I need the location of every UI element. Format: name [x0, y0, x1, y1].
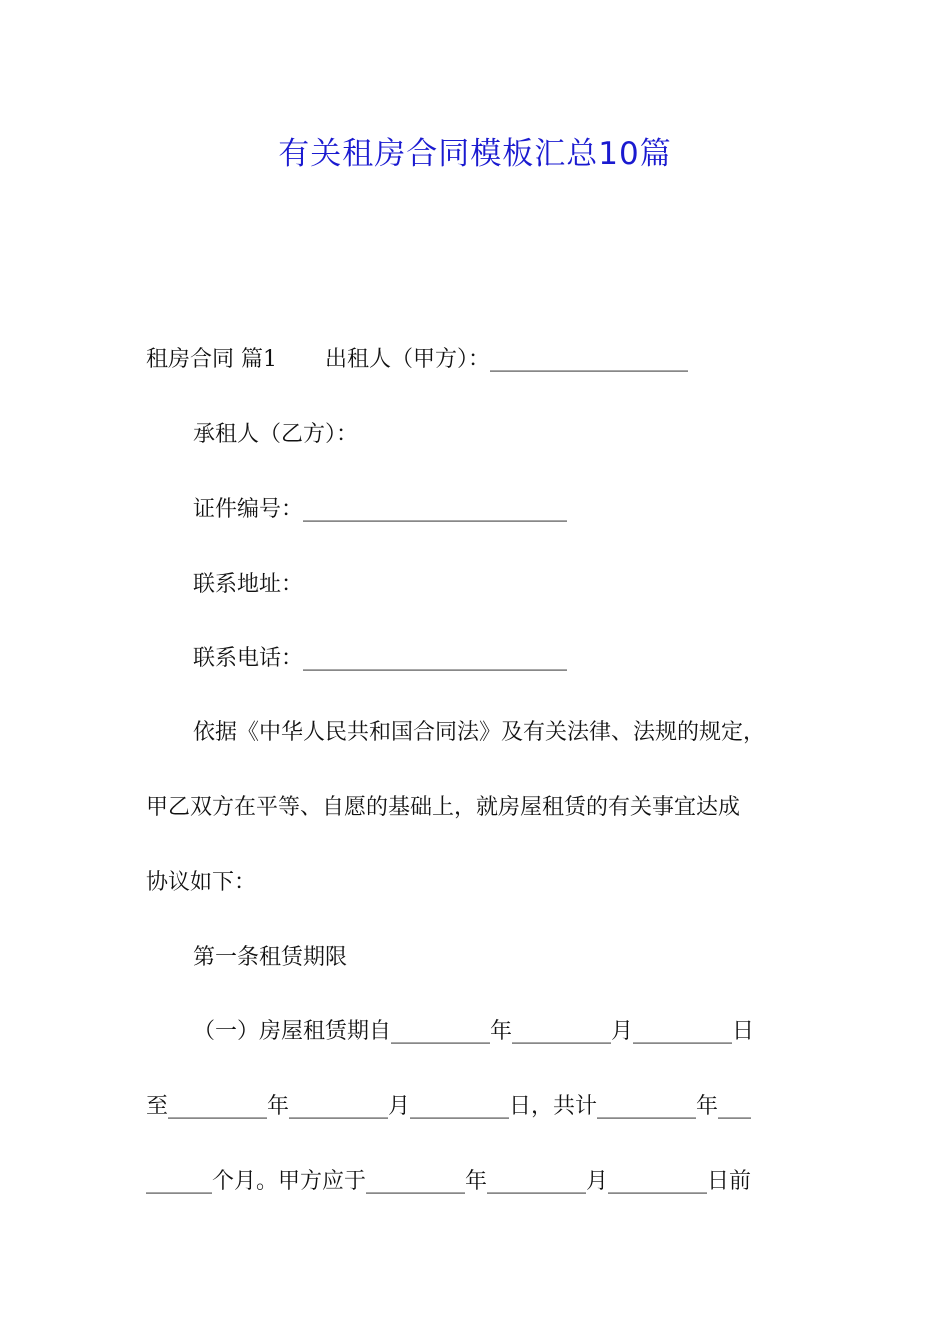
- body-paragraph-line: 协议如下：: [146, 870, 257, 895]
- body-paragraph-line: 依据《中华人民共和国合同法》及有关法律、法规的规定，: [193, 720, 766, 745]
- contract-number-label: 租房合同 篇1: [146, 347, 277, 372]
- id-number-line: 证件编号：________________________: [193, 497, 568, 522]
- body-paragraph-line: 甲乙双方在平等、自愿的基础上，就房屋租赁的有关事宜达成: [146, 795, 741, 820]
- clause-line: （一）房屋租赁期自_________年_________月_________日: [193, 1019, 755, 1044]
- address-line: 联系地址：: [193, 572, 304, 597]
- clause-line: ______个月。甲方应于_________年_________月_________日前: [146, 1169, 752, 1194]
- document-title: 有关租房合同模板汇总10篇: [278, 136, 672, 172]
- lessee-line: 承租人（乙方）：: [193, 422, 359, 447]
- lessor-line: 出租人（甲方）：__________________: [325, 347, 689, 372]
- phone-line: 联系电话：________________________: [193, 646, 568, 671]
- article-heading: 第一条租赁期限: [193, 945, 348, 970]
- clause-line: 至_________年_________月_________日，共计_________年___: [146, 1094, 752, 1119]
- contract-heading-line: [146, 345, 688, 375]
